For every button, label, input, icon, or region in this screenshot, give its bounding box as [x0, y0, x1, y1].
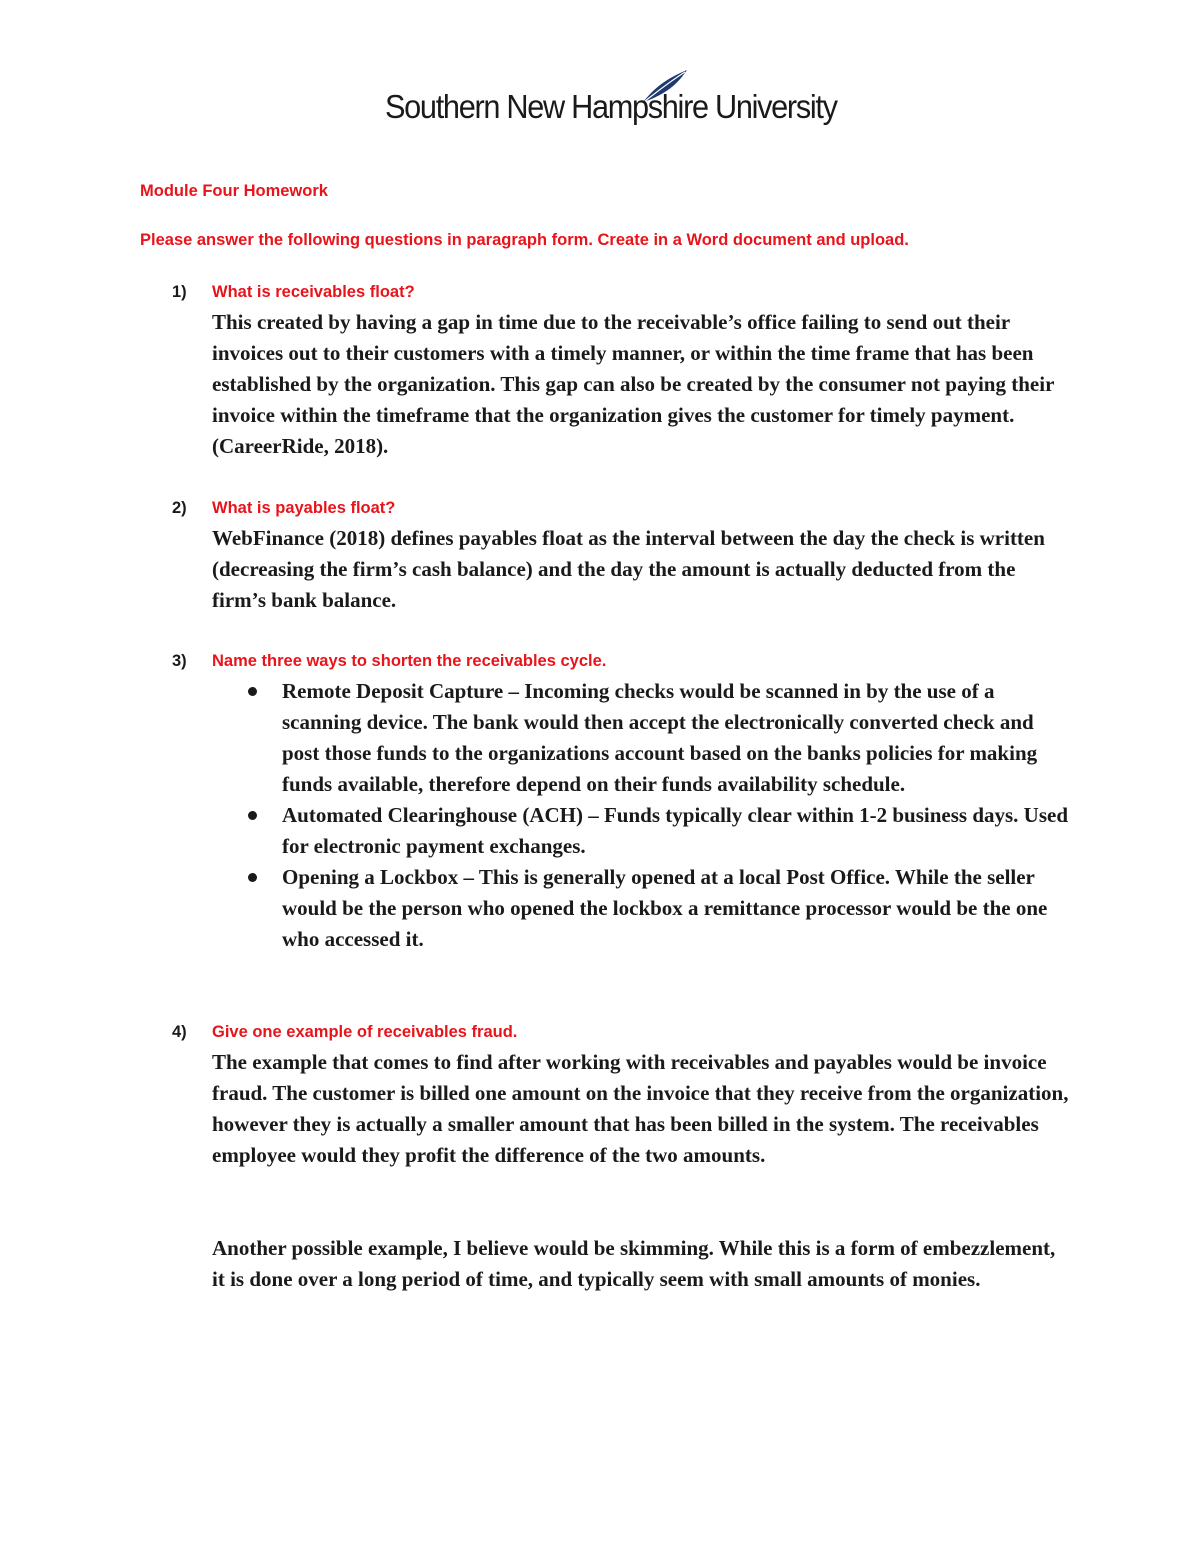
bullet-icon	[248, 811, 257, 820]
answer-paragraph: The example that comes to find after working with receivables and payables would be invoice fraud. The customer is billed one amount on the invoice that they receive from the organization, however they is actually a smaller amount that has been billed in the system. The receivables employee would they profit the difference of the two amounts.	[212, 1050, 1069, 1167]
answer-paragraph-second: Another possible example, I believe would be skimming. While this is a form of embezzlement, it is done over a long period of time, and typically seem with small amounts of monies.	[212, 1236, 1056, 1291]
question-title: What is receivables float?	[212, 283, 415, 301]
bullet-list	[246, 676, 1076, 955]
list-item-text: Remote Deposit Capture – Incoming checks would be scanned in by the use of a scanning device. The bank would then accept the electronically converted check and post those funds to the organizations account based on the banks policies for making funds available, therefore depend on their funds availability schedule.	[282, 679, 1038, 796]
answer-paragraph: This created by having a gap in time due to the receivable’s office failing to send out their invoices out to their customers with a timely manner, or within the time frame that has been established by the organization. This gap can also be created by the consumer not paying their invoice within the timeframe that the organization gives the customer for timely payment. (CareerRide, 2018).	[212, 310, 1055, 458]
question-title: Give one example of receivables fraud.	[212, 1023, 518, 1041]
instructions-text: Please answer the following questions in paragraph form. Create in a Word document and upload.	[140, 231, 909, 249]
logo-wordmark: Southern New Hampshire University	[385, 88, 837, 125]
question-number: 2)	[172, 499, 187, 517]
question-number: 1)	[172, 283, 187, 301]
list-item	[246, 676, 1076, 800]
document-title: Module Four Homework	[140, 182, 328, 200]
question-number: 4)	[172, 1023, 187, 1041]
answer-paragraph: WebFinance (2018) defines payables float as the interval between the day the check is written (decreasing the firm’s cash balance) and the day the amount is actually deducted from the firm’s bank balance.	[212, 526, 1045, 612]
list-item	[246, 862, 1076, 955]
bullet-icon	[248, 873, 257, 882]
bullet-icon	[248, 687, 257, 696]
university-logo	[385, 66, 837, 140]
question-title: Name three ways to shorten the receivables cycle.	[212, 652, 607, 670]
list-item-text: Automated Clearinghouse (ACH) – Funds typically clear within 1-2 business days. Used for electronic payment exchanges.	[282, 803, 1069, 858]
question-title: What is payables float?	[212, 499, 396, 517]
list-item-text: Opening a Lockbox – This is generally opened at a local Post Office. While the seller would be the person who opened the lockbox a remittance processor would be the one who accessed it.	[282, 865, 1048, 951]
list-item	[246, 800, 1076, 862]
question-number: 3)	[172, 652, 187, 670]
